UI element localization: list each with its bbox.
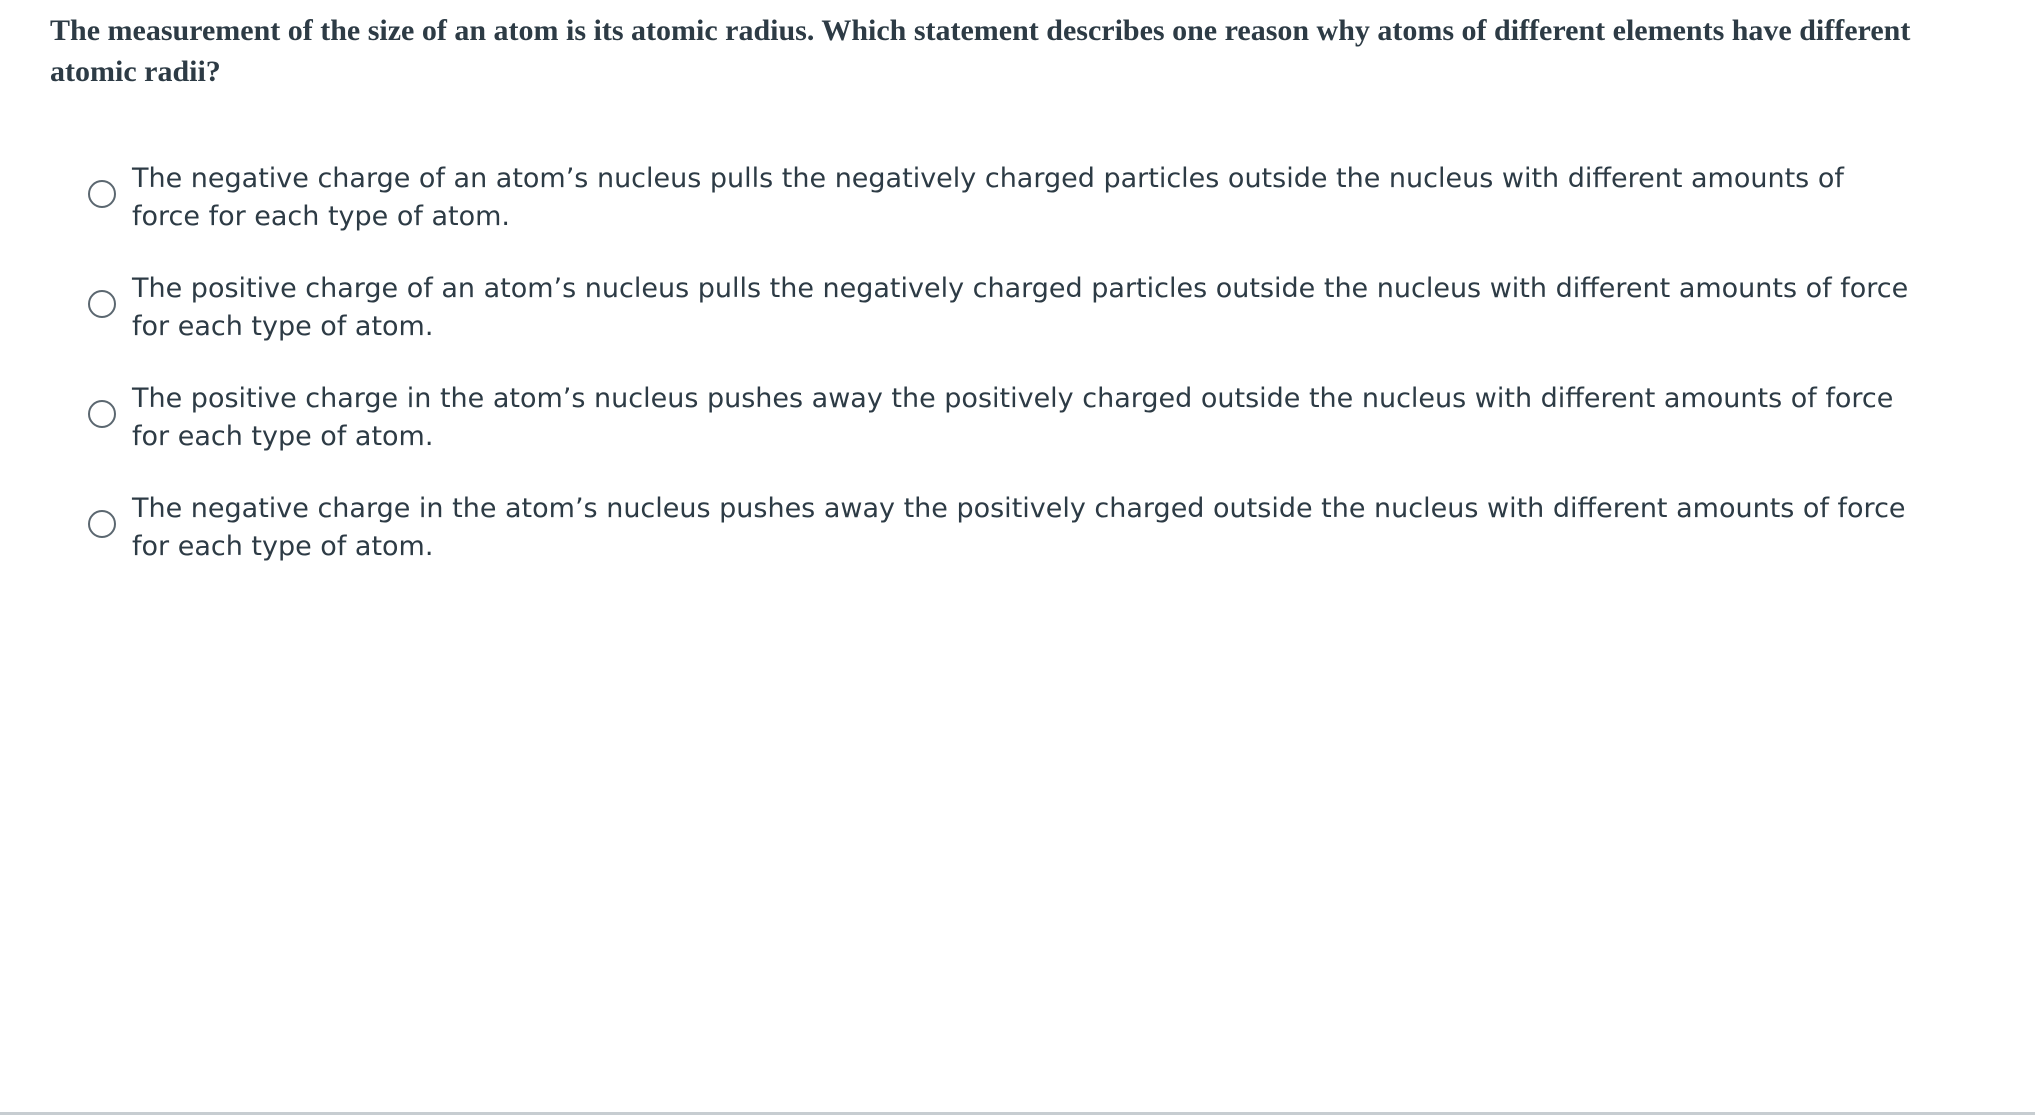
answer-label-1: The negative charge of an atom’s nucleus pulls the negatively charged particles outside the nucleus with different amounts of force for each type of atom. <box>132 163 1844 232</box>
answer-label-4: The negative charge in the atom’s nucleus pushes away the positively charged outside the nucleus with different amounts of force for each type of atom. <box>132 493 1906 562</box>
radio-button-3[interactable] <box>88 400 116 428</box>
answer-option-2[interactable] <box>0 270 2035 360</box>
radio-button-1[interactable] <box>88 180 116 208</box>
bottom-divider <box>0 1112 2035 1115</box>
answer-label-3: The positive charge in the atom’s nucleus pushes away the positively charged outside the nucleus with different amounts of force for each type of atom. <box>132 383 1894 452</box>
answer-option-4[interactable] <box>0 490 2035 580</box>
answer-option-3[interactable] <box>0 380 2035 470</box>
radio-button-4[interactable] <box>88 510 116 538</box>
question-text: The measurement of the size of an atom is its atomic radius. Which statement describes one reason why atoms of different elements have different atomic radii? <box>50 14 1911 88</box>
radio-button-2[interactable] <box>88 290 116 318</box>
answer-label-2: The positive charge of an atom’s nucleus pulls the negatively charged particles outside the nucleus with different amounts of force for each type of atom. <box>132 273 1909 342</box>
answer-option-1[interactable] <box>0 160 2035 250</box>
